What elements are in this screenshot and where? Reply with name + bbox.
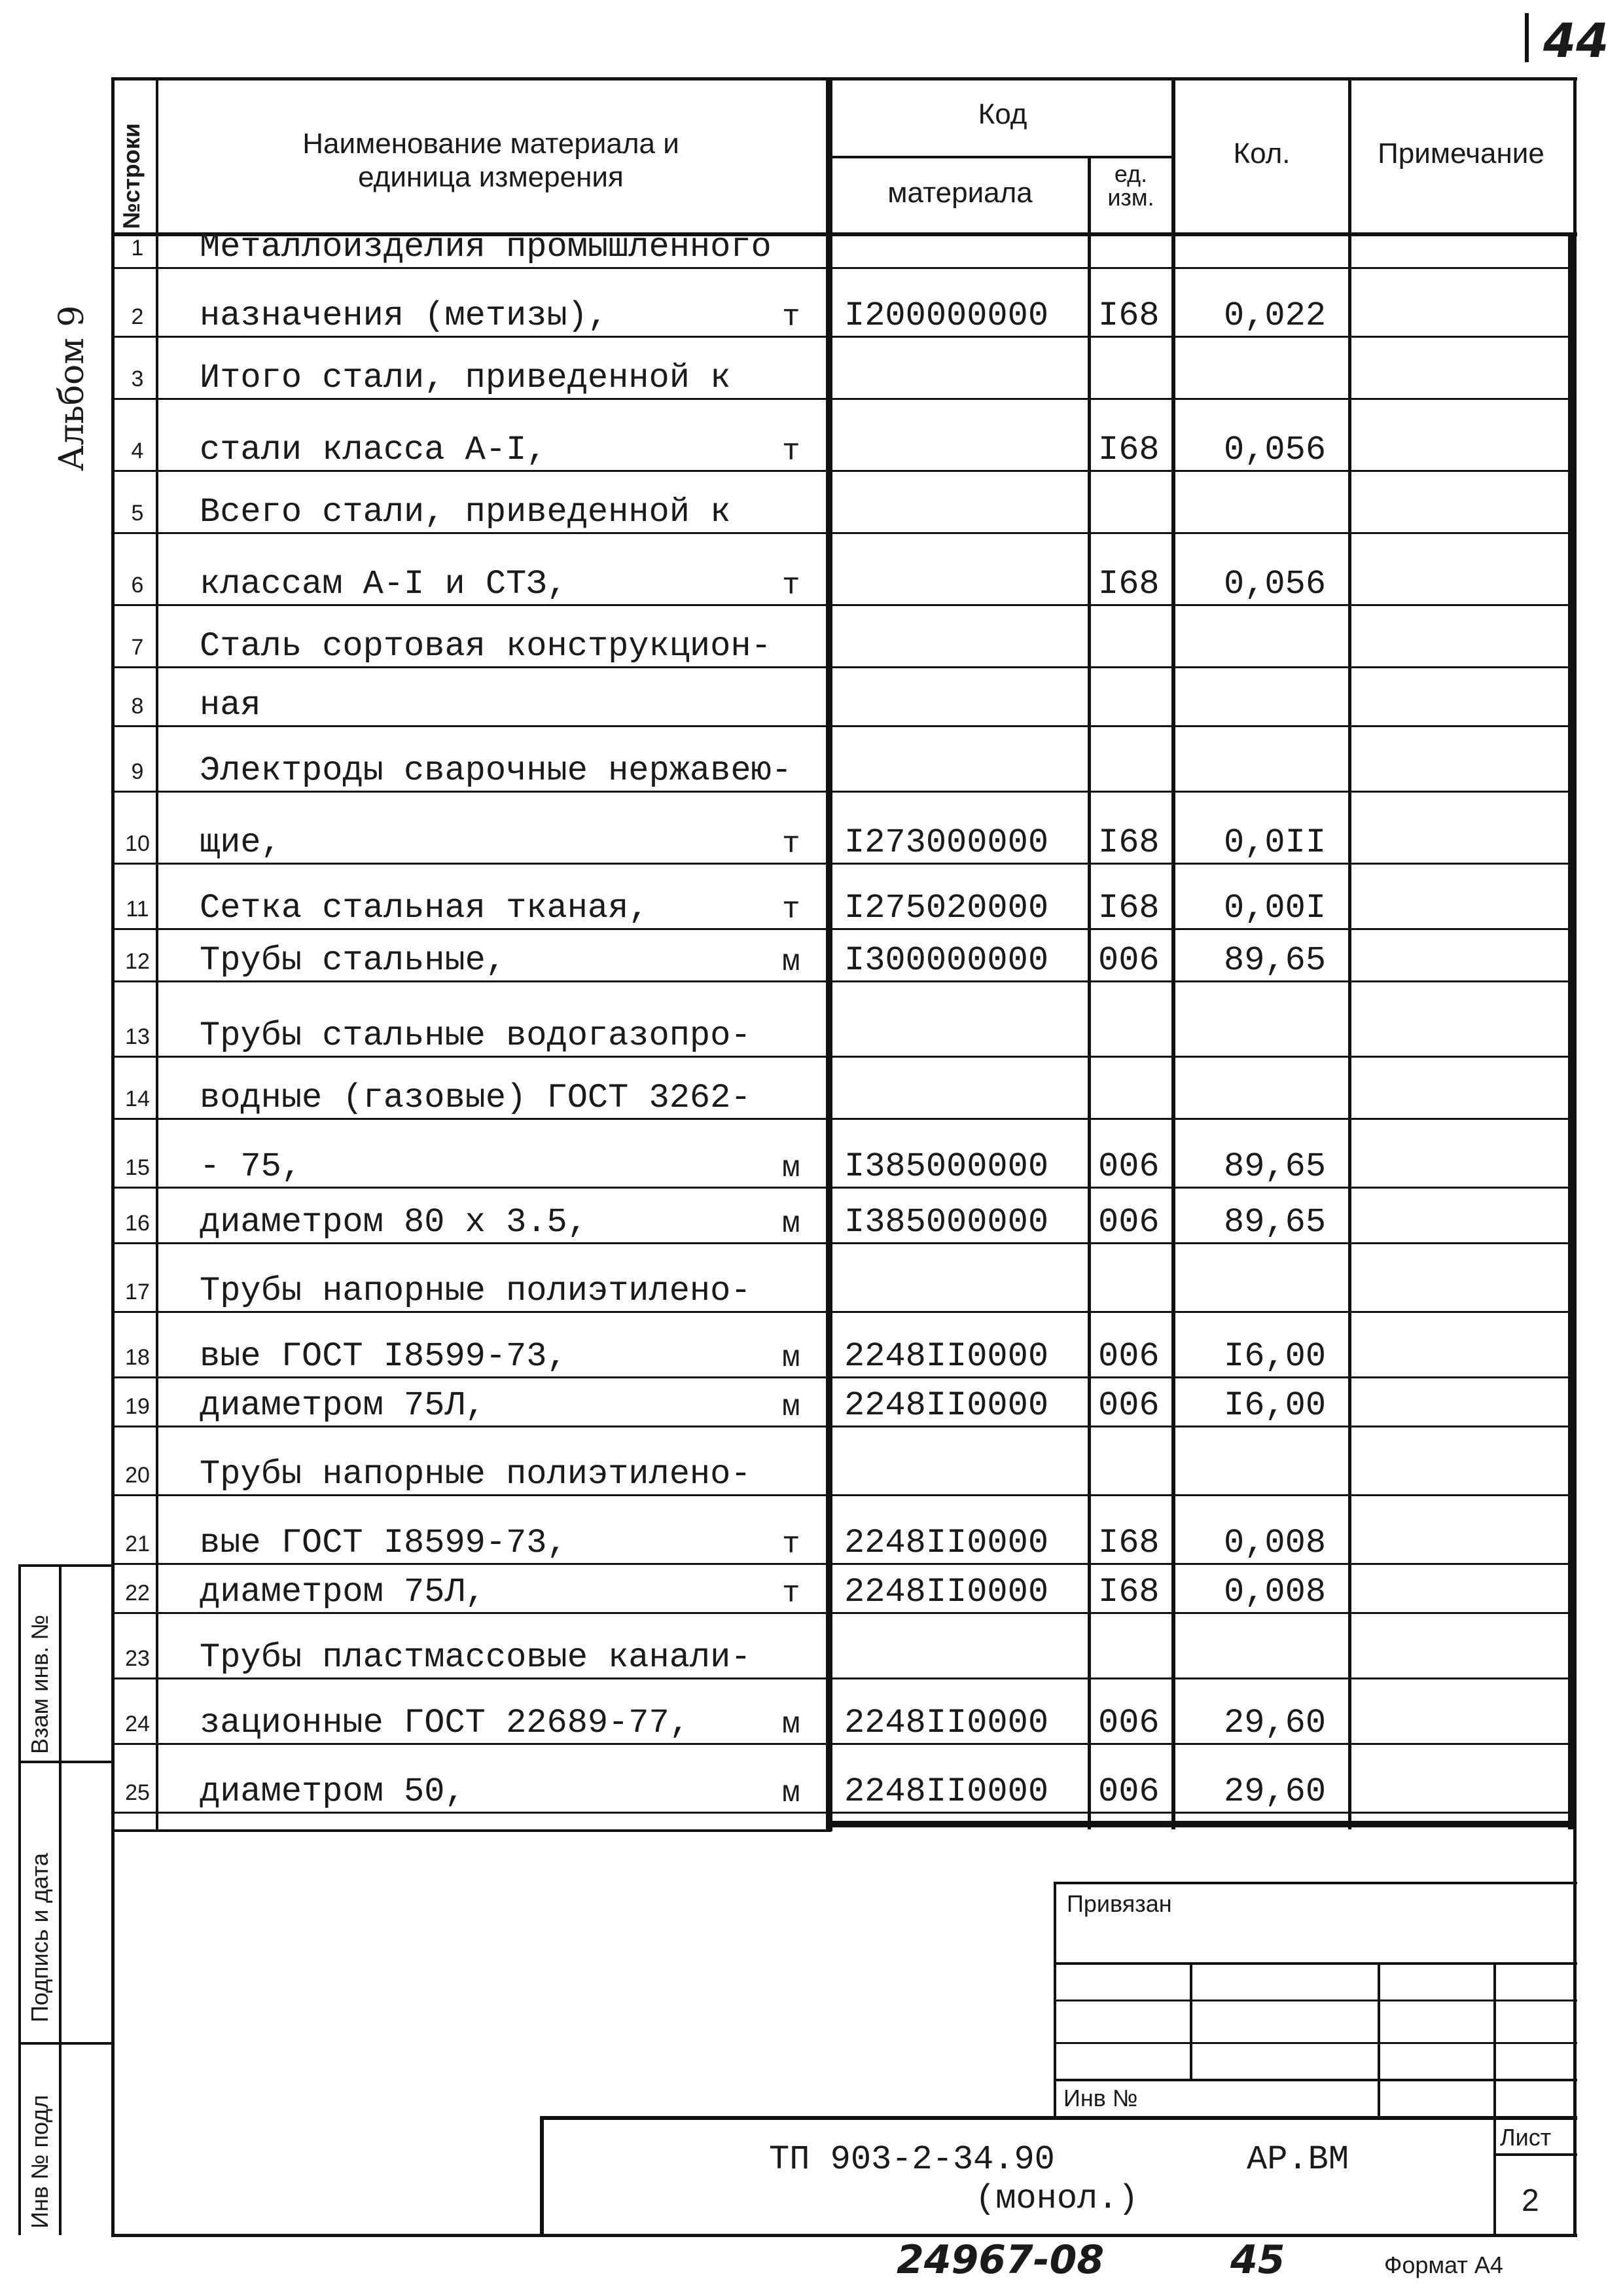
row-separator	[113, 1242, 1575, 1244]
row-material-code: 2248II0000	[844, 1573, 1049, 1611]
privyazan-row3	[1054, 2042, 1577, 2044]
frame-bottom	[111, 2234, 1577, 2237]
frame-left	[111, 77, 115, 2237]
side-stamp-div2	[18, 2042, 113, 2045]
row-unit: м	[782, 1207, 800, 1241]
row-name: водные (газовые) ГОСТ 3262-	[200, 1079, 751, 1117]
row-unit: т	[782, 827, 800, 861]
row-unit-code: I68	[1098, 1524, 1160, 1562]
row-separator	[113, 532, 1575, 534]
doc-code: ТП 903-2-34.90	[769, 2140, 1055, 2179]
row-number: 21	[125, 1532, 150, 1556]
sheet-label: Лист	[1500, 2124, 1552, 2151]
row-number: 24	[125, 1712, 150, 1736]
row-unit: т	[782, 1577, 800, 1611]
stamp-main-left	[540, 2116, 544, 2236]
row-separator	[113, 863, 1575, 865]
row-number: 17	[125, 1280, 150, 1304]
doc-sub: (монол.)	[975, 2179, 1139, 2218]
row-unit-code: I68	[1098, 1573, 1160, 1611]
sheet-number: 2	[1522, 2183, 1539, 2218]
row-material-code: 2248II0000	[844, 1704, 1049, 1742]
row-number: 18	[125, 1345, 150, 1370]
row-material-code: I275020000	[844, 889, 1049, 927]
row-separator	[113, 1563, 1575, 1565]
row-unit: т	[782, 569, 800, 603]
side-stamp-vzam: Взам инв. №	[26, 1614, 53, 1754]
row-quantity: I6,00	[1224, 1337, 1327, 1376]
row-unit-code: I68	[1098, 296, 1160, 335]
row-separator	[113, 928, 1575, 930]
row-name: Сетка стальная тканая,	[200, 889, 649, 927]
row-separator	[113, 1677, 1575, 1679]
row-name: диаметром 50,	[200, 1772, 465, 1811]
row-unit: м	[782, 1151, 800, 1185]
row-separator	[113, 1612, 1575, 1614]
row-quantity: 0,00I	[1224, 889, 1327, 927]
row-name: Электроды сварочные нержавею-	[200, 751, 792, 790]
row-unit-code: I68	[1098, 823, 1160, 862]
side-stamp-inv-podl: Инв № подл	[26, 2094, 53, 2229]
row-quantity: 0,056	[1224, 565, 1327, 603]
stamp-main-top	[540, 2116, 1577, 2120]
row-unit-code: 006	[1098, 1203, 1160, 1242]
row-separator	[113, 1187, 1575, 1189]
row-name: вые ГОСТ I8599-73,	[200, 1524, 567, 1562]
row-number: 25	[125, 1780, 150, 1805]
col-line-5	[1348, 77, 1351, 1829]
row-number: 22	[125, 1581, 150, 1605]
archive-number: 24967-08	[897, 2237, 1105, 2283]
row-quantity: 0,056	[1224, 431, 1327, 469]
row-number: 20	[125, 1463, 150, 1488]
row-separator	[113, 336, 1575, 338]
row-separator	[113, 267, 1575, 269]
row-quantity: 29,60	[1224, 1772, 1327, 1811]
row-name: ная	[200, 686, 261, 725]
row-unit: т	[782, 300, 800, 334]
row-unit-code: 006	[1098, 1386, 1160, 1425]
row-separator	[113, 1426, 1575, 1427]
row-quantity: 89,65	[1224, 941, 1327, 980]
privyazan-col2	[1378, 1962, 1380, 2117]
row-unit-code: I68	[1098, 565, 1160, 603]
row-unit: т	[782, 1528, 800, 1562]
privyazan-col1	[1190, 1962, 1192, 2080]
stamp-sheet-div	[1493, 2153, 1577, 2156]
row-material-code: 2248II0000	[844, 1524, 1049, 1562]
row-separator	[113, 1311, 1575, 1313]
header-row-no: №строки	[118, 123, 145, 229]
row-separator	[113, 980, 1575, 982]
col-line-2	[826, 77, 832, 1831]
row-number: 8	[131, 694, 144, 719]
row-name: - 75,	[200, 1147, 302, 1186]
row-unit: т	[782, 893, 800, 927]
row-separator	[113, 1376, 1575, 1378]
row-number: 3	[131, 367, 144, 391]
row-unit: м	[782, 945, 800, 979]
code-header-split	[826, 156, 1173, 158]
row-number: 10	[125, 831, 150, 856]
row-unit-code: 006	[1098, 1704, 1160, 1742]
row-name: стали класса А-I,	[200, 431, 547, 469]
row-material-code: I385000000	[844, 1147, 1049, 1186]
row-material-code: I273000000	[844, 823, 1049, 862]
row-unit: м	[782, 1341, 800, 1375]
row-unit-code: 006	[1098, 941, 1160, 980]
row-separator	[113, 470, 1575, 472]
row-separator	[113, 725, 1575, 727]
header-code-unit: ед. изм.	[1107, 160, 1154, 211]
row-quantity: 0,008	[1224, 1524, 1327, 1562]
row-name: Всего стали, приведенной к	[200, 493, 731, 531]
privyazan-label: Привязан	[1067, 1890, 1172, 1917]
row-number: 6	[131, 573, 144, 598]
row-name: диаметром 80 х 3.5,	[200, 1203, 588, 1242]
row-number: 16	[125, 1211, 150, 1236]
row-number: 4	[131, 439, 144, 463]
row-quantity: 89,65	[1224, 1147, 1327, 1186]
row-name: Металлоизделия промышленного	[200, 228, 772, 266]
header-code-material: материала	[887, 177, 1033, 209]
row-material-code: I385000000	[844, 1203, 1049, 1242]
col-line-4	[1171, 77, 1175, 1829]
row-quantity: 29,60	[1224, 1704, 1327, 1742]
table-bottom-line	[826, 1821, 1575, 1827]
doc-mark: АР.ВМ	[1247, 2140, 1349, 2179]
corner-mark	[1525, 13, 1529, 62]
row-name: классам А-I и СТЗ,	[200, 565, 567, 603]
row-name: диаметром 75Л,	[200, 1573, 486, 1611]
row-name: назначения (метизы),	[200, 296, 609, 335]
row-material-code: I300000000	[844, 941, 1049, 980]
col-line-right-thick	[1568, 232, 1575, 1829]
row-unit-code: 006	[1098, 1337, 1160, 1376]
frame-top	[111, 77, 1577, 81]
row-name: щие,	[200, 823, 281, 862]
row-material-code: 2248II0000	[844, 1386, 1049, 1425]
table-bottom-left	[111, 1829, 831, 1832]
format-label: Формат А4	[1384, 2251, 1503, 2278]
side-stamp-podpis: Подпись и дата	[26, 1853, 53, 2022]
row-name: диаметром 75Л,	[200, 1386, 486, 1425]
side-stamp-top	[18, 1564, 113, 1567]
row-number: 2	[131, 304, 144, 329]
row-number: 12	[125, 949, 150, 974]
row-unit-code: 006	[1098, 1147, 1160, 1186]
row-name: Трубы стальные водогазопро-	[200, 1016, 751, 1055]
side-stamp-div1	[18, 1761, 113, 1763]
row-separator	[113, 1494, 1575, 1496]
privyazan-row1	[1054, 1962, 1577, 1965]
row-unit: м	[782, 1390, 800, 1424]
side-stamp-frame-inner	[59, 1564, 62, 2235]
row-number: 5	[131, 501, 144, 526]
row-number: 19	[125, 1394, 150, 1419]
row-number: 14	[125, 1086, 150, 1111]
col-line-3	[1088, 157, 1091, 1829]
header-code: Код	[978, 98, 1027, 130]
row-number: 9	[131, 759, 144, 784]
header-note: Примечание	[1378, 137, 1544, 170]
row-name: Сталь сортовая конструкцион-	[200, 627, 772, 666]
row-material-code: I200000000	[844, 296, 1049, 335]
row-unit: т	[782, 435, 800, 469]
row-name: Трубы стальные,	[200, 941, 507, 980]
row-separator	[113, 791, 1575, 793]
row-separator	[113, 1743, 1575, 1745]
row-number: 23	[125, 1646, 150, 1671]
header-name: Наименование материала и единица измерения	[302, 128, 679, 193]
corner-number: 44	[1543, 13, 1609, 68]
row-quantity: 0,008	[1224, 1573, 1327, 1611]
row-number: 11	[126, 897, 149, 922]
row-separator	[113, 1812, 1575, 1814]
row-unit-code: I68	[1098, 889, 1160, 927]
row-quantity: 89,65	[1224, 1203, 1327, 1242]
row-unit-code: I68	[1098, 431, 1160, 469]
side-stamp-frame-left	[18, 1564, 21, 2235]
header-qty: Кол.	[1233, 137, 1291, 170]
row-separator	[113, 1118, 1575, 1120]
privyazan-col3	[1493, 1962, 1496, 2234]
row-separator	[113, 604, 1575, 606]
privyazan-row4	[1054, 2079, 1577, 2081]
row-unit-code: 006	[1098, 1772, 1160, 1811]
row-name: Трубы напорные полиэтилено-	[200, 1455, 751, 1494]
row-name: Трубы напорные полиэтилено-	[200, 1272, 751, 1310]
album-label: Альбом 9	[52, 305, 92, 471]
row-name: вые ГОСТ I8599-73,	[200, 1337, 567, 1376]
row-quantity: 0,022	[1224, 296, 1327, 335]
row-name: Трубы пластмассовые канали-	[200, 1638, 751, 1677]
row-separator	[113, 666, 1575, 668]
row-quantity: I6,00	[1224, 1386, 1327, 1425]
row-unit: м	[782, 1708, 800, 1742]
row-separator	[113, 398, 1575, 400]
page-number: 45	[1230, 2237, 1285, 2283]
row-quantity: 0,0II	[1224, 823, 1327, 862]
row-material-code: 2248II0000	[844, 1337, 1049, 1376]
row-number: 13	[125, 1024, 150, 1049]
row-number: 15	[125, 1155, 150, 1180]
row-number: 1	[131, 236, 144, 260]
row-separator	[113, 1056, 1575, 1058]
row-material-code: 2248II0000	[844, 1772, 1049, 1811]
privyazan-top	[1054, 1882, 1577, 1884]
privyazan-row2	[1054, 2000, 1577, 2001]
row-unit: м	[782, 1776, 800, 1810]
inv-no-label: Инв №	[1063, 2085, 1138, 2111]
row-name: Итого стали, приведенной к	[200, 359, 731, 397]
row-name: зационные ГОСТ 22689-77,	[200, 1704, 690, 1742]
row-number: 7	[131, 635, 144, 660]
